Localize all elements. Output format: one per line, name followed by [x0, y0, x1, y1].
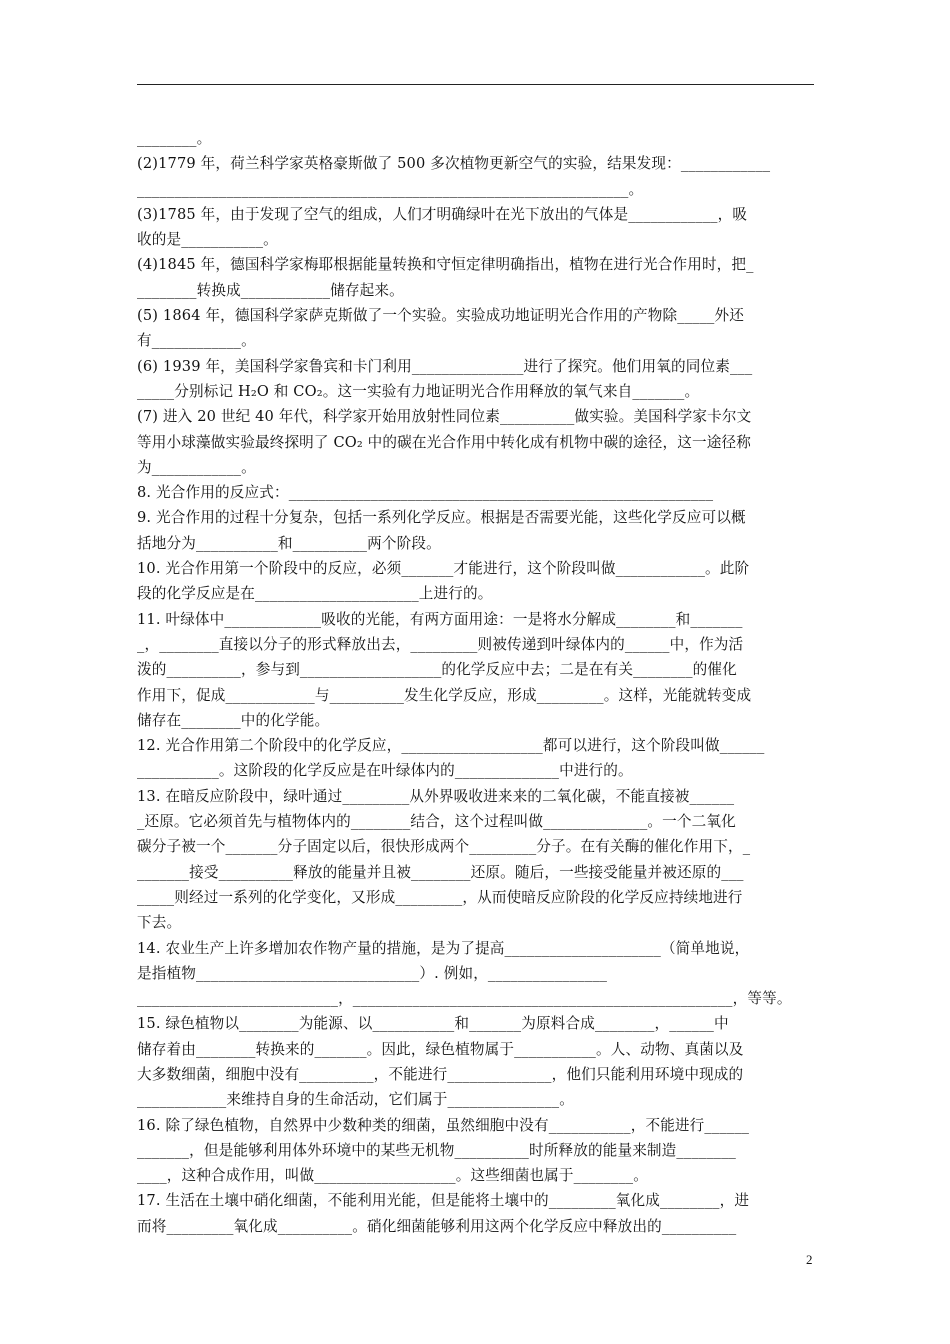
text-line: 作用下，促成____________与__________发生化学反应，形成_________。这样，光能就转变成	[137, 686, 752, 704]
text-line: ________。	[137, 130, 212, 147]
text-line: 8. 光合作用的反应式：_________________________________________________________	[137, 484, 714, 502]
text-line: (3)1785 年，由于发现了空气的组成，人们才明确绿叶在光下放出的气体是____________，吸	[137, 205, 748, 223]
text-line: 储存着由________转换来的_______。因此，绿色植物属于___________。人、动物、真菌以及	[137, 1040, 744, 1058]
text-line: ___________。这阶段的化学反应是在叶绿体内的______________中进行的。	[137, 762, 633, 780]
text-line: 等用小球藻做实验最终探明了 CO₂ 中的碳在光合作用中转化成有机物中碳的途径，这一途径称	[137, 433, 752, 451]
text-line: 17. 生活在土壤中硝化细菌，不能利用光能，但是能将土壤中的_________氧化成________，进	[137, 1192, 750, 1210]
text-line: 泼的__________，参与到___________________的化学反应中去；二是在有关________的催化	[137, 661, 737, 679]
text-line: 碳分子被一个_______分子固定以后，很快形成两个_________分子。在有关酶的催化作用下，_	[137, 838, 751, 856]
text-line: 是指植物______________________________）. 例如，________________	[137, 964, 608, 982]
text-line: _______接受__________释放的能量并且被________还原。随后，一些接受能量并被还原的___	[137, 863, 744, 881]
text-line: 9. 光合作用的过程十分复杂，包括一系列化学反应。根据是否需要光能，这些化学反应可以概	[137, 509, 746, 527]
text-line: _还原。它必须首先与植物体内的________结合，这个过程叫做______________。一个二氧化	[137, 813, 736, 831]
text-line: 大多数细菌，细胞中没有__________，不能进行______________，他们只能利用环境中现成的	[137, 1065, 744, 1083]
text-line: ________转换成____________储存起来。	[137, 281, 404, 299]
text-line: 而将_________氧化成__________。硝化细菌能够利用这两个化学反应中释放出的__________	[137, 1217, 737, 1235]
text-line: _____则经过一系列的化学变化，又形成_________，从而使暗反应阶段的化学反应持续地进行	[137, 888, 743, 906]
text-line: (2)1779 年，荷兰科学家英格豪斯做了 500 多次植物更新空气的实验，结果发现：____________	[137, 155, 771, 173]
text-line: 括地分为___________和__________两个阶段。	[137, 534, 441, 552]
text-line: 12. 光合作用第二个阶段中的化学反应，___________________都可以进行，这个阶段叫做______	[137, 737, 765, 755]
text-line: 段的化学反应是在______________________上进行的。	[137, 585, 493, 603]
text-line: 16. 除了绿色植物，自然界中少数种类的细菌，虽然细胞中没有___________，不能进行______	[137, 1116, 750, 1134]
text-line: ____________来维持自身的生命活动，它们属于_______________。	[137, 1091, 574, 1109]
text-line: 储存在________中的化学能。	[137, 711, 330, 729]
page-number: 2	[806, 1252, 813, 1267]
text-line: 为____________。	[137, 458, 256, 476]
text-line: 11. 叶绿体中_____________吸收的光能，有两方面用途：一是将水分解成________和_______	[137, 610, 743, 628]
text-line: 10. 光合作用第一个阶段中的反应，必须_______才能进行，这个阶段叫做____________。此阶	[137, 560, 750, 578]
worksheet-body	[137, 126, 814, 1239]
text-line: __________________________________________________________________。	[137, 180, 644, 198]
text-line: (5) 1864 年，德国科学家萨克斯做了一个实验。实验成功地证明光合作用的产物除_____外还	[137, 307, 744, 325]
text-line: 14. 农业生产上许多增加农作物产量的措施，是为了提高_____________________（简单地说，	[137, 939, 750, 957]
text-line: 13. 在暗反应阶段中，绿叶通过_________从外界吸收进来来的二氧化碳，不能直接被______	[137, 787, 735, 805]
text-line: _，________直接以分子的形式释放出去，_________则被传递到叶绿体内的______中，作为活	[137, 635, 744, 653]
header-rule	[137, 84, 814, 85]
text-line: (7) 进入 20 世纪 40 年代，科学家开始用放射性同位素__________做实验。美国科学家卡尔文	[137, 408, 752, 426]
text-line: _____分别标记 H₂O 和 CO₂。这一实验有力地证明光合作用释放的氧气来自_______。	[137, 382, 700, 400]
text-line: _______，但是能够利用体外环境中的某些无机物__________时所释放的能量来制造________	[137, 1141, 736, 1159]
text-line: (4)1845 年，德国科学家梅耶根据能量转换和守恒定律明确指出，植物在进行光合作用时，把_	[137, 256, 754, 274]
text-line: 收的是___________。	[137, 231, 278, 249]
text-line: 下去。	[137, 914, 182, 932]
text-line: 15. 绿色植物以________为能源、以___________和_______为原料合成________，______中	[137, 1015, 729, 1033]
text-line: (6) 1939 年，美国科学家鲁宾和卡门利用_______________进行了探究。他们用氧的同位素___	[137, 357, 753, 375]
text-line: ___________________________，___________________________________________________，等等。	[137, 990, 792, 1008]
text-line: 有____________。	[137, 332, 256, 350]
text-line: ____，这种合成作用，叫做___________________。这些细菌也属于________。	[137, 1167, 648, 1185]
